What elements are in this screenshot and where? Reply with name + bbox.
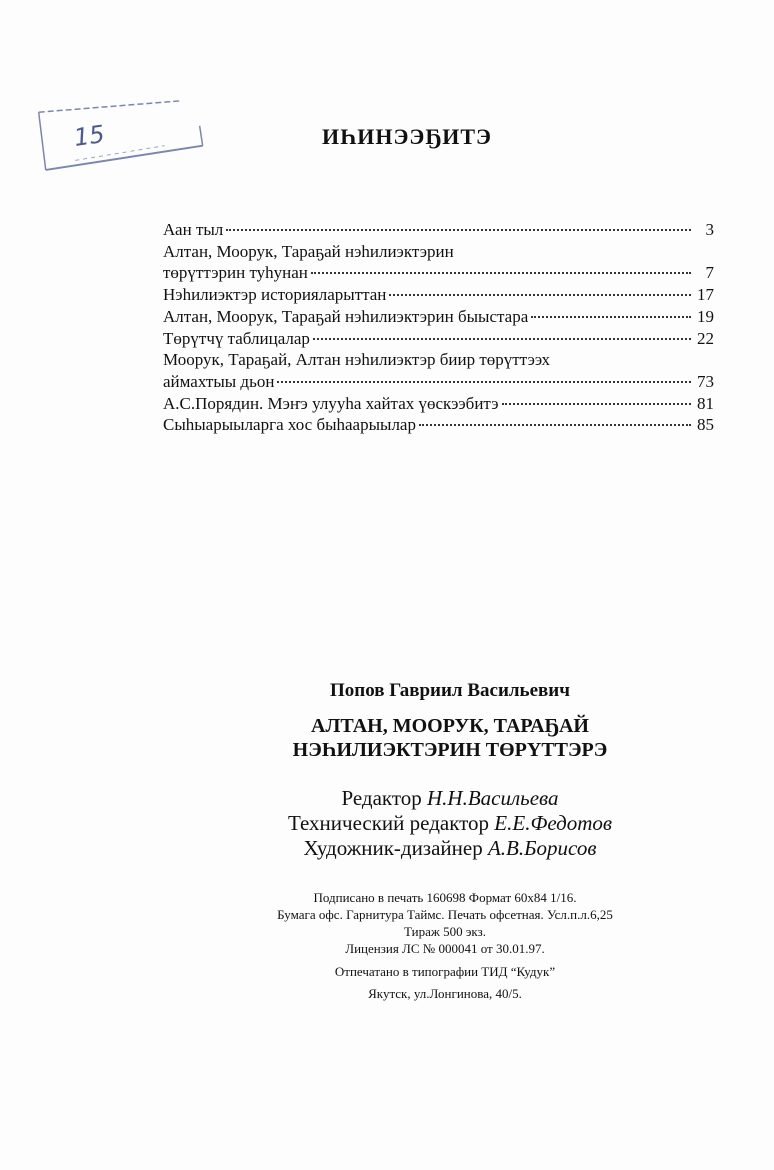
book-title: АЛТАН, МООРУК, ТАРАҔАЙ НЭҺИЛИЭКТЭРИН ТӨРҮТТЭРЭ	[292, 715, 608, 761]
toc-entry: Аан тыл 3	[163, 220, 714, 239]
imprint	[250, 680, 650, 861]
toc-entry: Сыһыарыыларга хос быһаарыылар 85	[163, 415, 714, 435]
author-name: Попов Гавриил Васильевич	[330, 680, 570, 701]
toc-entry: Төрүтчү таблицалар 22	[163, 328, 714, 348]
editor-credit: Редактор Н.Н.Васильева	[341, 786, 559, 810]
table-of-contents	[163, 219, 714, 436]
tech-editor-credit: Технический редактор Е.Е.Федотов	[287, 811, 613, 835]
toc-entry-line: Моорук, Тараҕай, Алтан нэһилиэктэр биир төрүттээх	[163, 350, 551, 370]
designer-credit: Художник-дизайнер А.В.Борисов	[303, 836, 597, 860]
toc-entry: аймахтыы дьон 73	[163, 371, 714, 391]
toc-entry: төрүттэрин туһунан 7	[163, 263, 714, 283]
print-details: Подписано в печать 160698 Формат 60х84 1/16. Бумага офс. Гарнитура Таймс. Печать офсетная. Усл.п.л.6,25 Тираж 500 экз. Лицензия ЛС № 000041 от 30.01.97.	[277, 890, 613, 956]
staff-credits	[250, 786, 650, 861]
toc-entry-line: Алтан, Моорук, Тараҕай нэһилиэктэрин	[163, 241, 454, 261]
stamp-number: 15	[72, 120, 107, 152]
toc-entry: Алтан, Моорук, Тараҕай нэһилиэктэрин быыстара 19	[163, 306, 714, 326]
contents-title: ИҺИНЭЭҔИТЭ	[322, 124, 492, 149]
toc-entry: А.С.Порядин. Мэҥэ улууһа хайтах үөскээбитэ 81	[163, 393, 714, 413]
printer-info: Отпечатано в типографии ТИД “Кудук” Якутск, ул.Лонгинова, 40/5.	[334, 964, 556, 1001]
toc-entry: Нэһилиэктэр историяларыттан 17	[163, 285, 714, 305]
